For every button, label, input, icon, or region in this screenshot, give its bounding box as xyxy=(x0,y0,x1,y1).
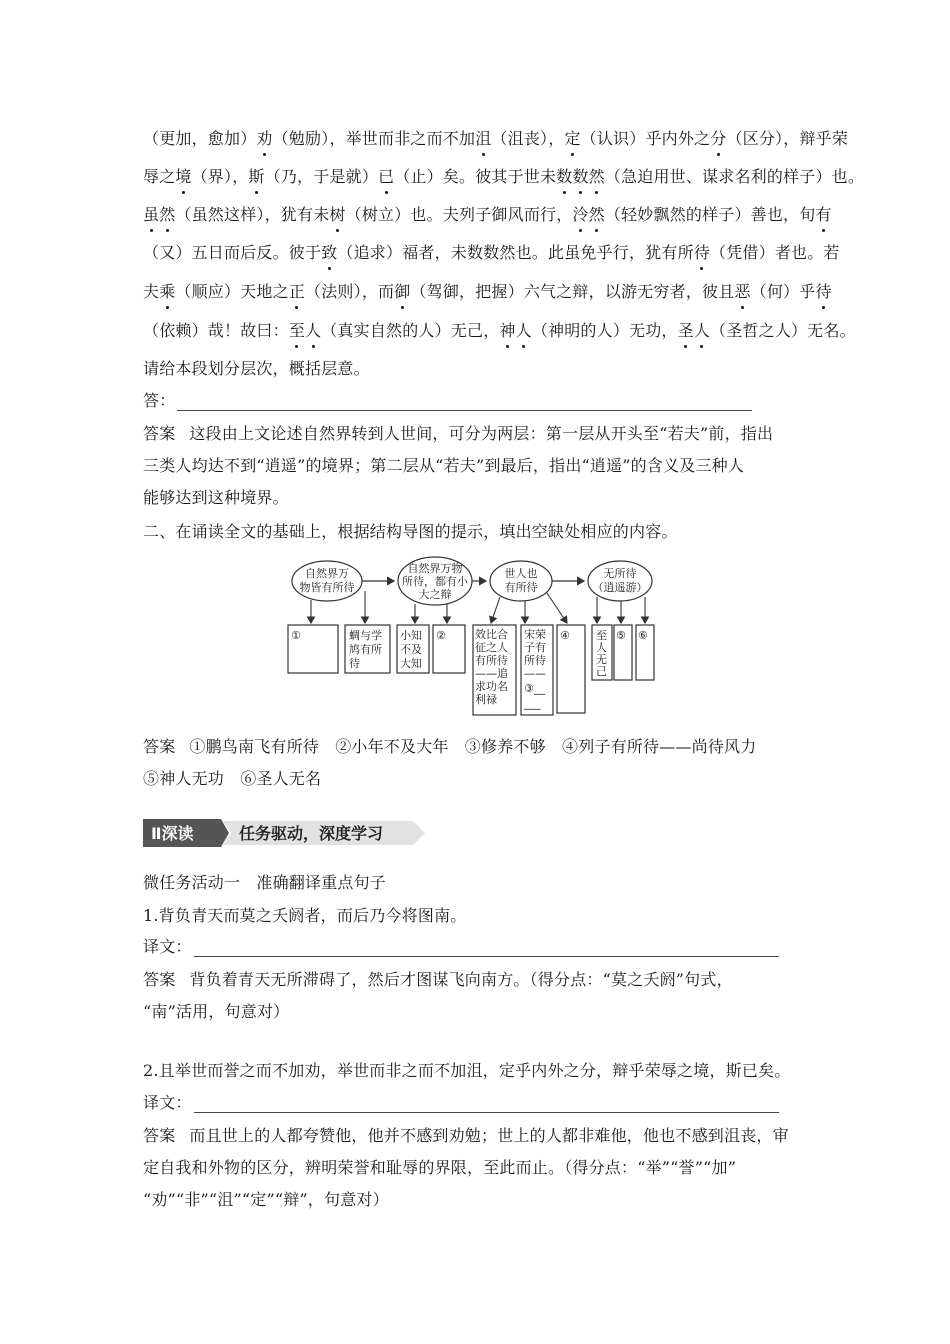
b6-line-6: ___ xyxy=(524,697,541,710)
text-run: （界）， xyxy=(191,167,249,186)
emphasized-char: 御 xyxy=(394,279,410,302)
b8-line-3: 无 xyxy=(596,653,607,666)
sentence-1: 1.背负青天而莫之夭阏者，而后乃今将图南。 xyxy=(143,906,467,925)
answer-prefix: 答： xyxy=(143,391,176,410)
text-run: （急迫用世、谋求名利的样子）也。 xyxy=(604,167,865,186)
e2-line-3: 大之辩 xyxy=(418,588,452,601)
diagram-answer-text: ①鹏鸟南飞有所待 ②小年不及大年 ③修养不够 ④列子有所待——尚待风力 xyxy=(189,737,757,756)
b5-line-6: 利禄 xyxy=(475,693,497,706)
section-banner xyxy=(143,817,428,849)
emphasized-char: 正 xyxy=(289,279,305,302)
translation-label-2: 译文： xyxy=(143,1093,192,1112)
para-line-4 xyxy=(143,240,840,263)
emphasized-char: 数 xyxy=(556,164,572,187)
e3-line-2: 有所待 xyxy=(504,581,538,594)
answer-input-line[interactable] xyxy=(177,409,752,411)
b8-line-4: 己 xyxy=(596,665,607,678)
text-run: （轻妙飘然的样子）善也，旬 xyxy=(604,205,816,224)
b5-line-4: ——追 xyxy=(475,667,508,680)
para-line-3 xyxy=(143,202,832,225)
emphasized-char: 虽 xyxy=(143,202,159,225)
question-prompt: 请给本段划分层次，概括层意。 xyxy=(143,359,370,378)
b4-text: ② xyxy=(436,629,446,642)
emphasized-char: 已 xyxy=(378,164,394,187)
s2-answer-line-3: “劝”“非”“沮”“定”“辩”，句意对） xyxy=(143,1190,389,1209)
text-run: （又）五日而后反。彼于 xyxy=(143,243,322,262)
text-run: （追求）福者，未数数然也。此虽免乎行，犹有所 xyxy=(337,243,694,262)
text-run: （圣哲之人）无名。 xyxy=(710,321,856,340)
b8-line-1: 至 xyxy=(596,629,607,642)
e2-line-2: 所待，都有小 xyxy=(402,575,468,588)
b5-line-1: 效比合 xyxy=(475,628,508,641)
emphasized-char: 数 xyxy=(572,164,588,187)
emphasized-char: 树 xyxy=(329,202,345,225)
e4-line-2: （逍遥游） xyxy=(592,581,648,594)
diagram-answer-line-2: ⑤神人无功 ⑥圣人无名 xyxy=(143,769,322,788)
translation-row-2 xyxy=(143,1090,779,1113)
answer-line-2: 三类人均达不到“逍遥”的境界；第二层从“若夫”到最后，指出“逍遥”的含义及三种人 xyxy=(143,456,745,475)
emphasized-char: 至 xyxy=(289,318,305,341)
banner-badge: Ⅱ深读 xyxy=(151,824,194,843)
e1-line-1: 自然界万 xyxy=(305,567,349,580)
emphasized-char: 然 xyxy=(589,202,605,225)
para-line-1 xyxy=(143,126,848,149)
emphasized-char: 人 xyxy=(694,318,710,341)
emphasized-char: 泠 xyxy=(572,202,588,225)
b5-line-2: 征之人 xyxy=(475,641,508,654)
emphasized-char: 境 xyxy=(175,164,191,187)
text-run: （乃，于是就） xyxy=(264,167,379,186)
e4-line-1: 无所待 xyxy=(603,567,637,580)
emphasized-char: 待 xyxy=(815,279,831,302)
b6-line-2: 子有 xyxy=(524,641,546,654)
emphasized-char: 神 xyxy=(499,318,515,341)
emphasized-char: 劝 xyxy=(256,126,272,149)
translation-input-2[interactable] xyxy=(194,1111,779,1113)
answer-blank-row xyxy=(143,388,752,411)
b6-line-3: 所待 xyxy=(524,654,546,667)
b2-line-3: 待 xyxy=(349,657,360,670)
answer-line-1 xyxy=(143,421,773,444)
s1-answer-label: 答案 xyxy=(143,970,176,989)
e2-line-1: 自然界万物 xyxy=(407,562,463,575)
s1-answer-line-2: “南”活用，句意对） xyxy=(143,1002,290,1021)
translation-label-1: 译文： xyxy=(143,937,192,956)
text-run: （真实自然的人）无己， xyxy=(321,321,500,340)
b10-text: ⑥ xyxy=(638,629,648,642)
diagram-answer-line-1 xyxy=(143,734,756,757)
emphasized-char: 斯 xyxy=(248,164,264,187)
emphasized-char: 人 xyxy=(305,318,321,341)
emphasized-char: 致 xyxy=(321,240,337,263)
text-run: （止）矣。彼其于世未 xyxy=(394,167,557,186)
translation-row-1 xyxy=(143,934,779,957)
para-line-2 xyxy=(143,164,864,187)
text-run: 辱之 xyxy=(143,167,176,186)
b3-line-2: 不及 xyxy=(400,643,422,656)
text-run: （沮丧）， xyxy=(491,129,565,148)
task-heading: 微任务活动一 准确翻译重点句子 xyxy=(143,873,387,892)
e1-line-2: 物皆有所待 xyxy=(299,581,355,594)
b2-line-1: 蜩与学 xyxy=(349,629,382,642)
s2-answer-line-2: 定自我和外物的区分，辨明荣誉和耻辱的界限，至此而止。（得分点：“举”“誉”“加” xyxy=(143,1158,737,1177)
text-run: （神明的人）无功， xyxy=(531,321,678,340)
text-run: （认识）乎内外之 xyxy=(580,129,711,148)
para-line-5 xyxy=(143,279,832,302)
emphasized-char: 恶 xyxy=(734,279,750,302)
b5-line-5: 求功名 xyxy=(475,680,508,693)
b6-line-4: —— xyxy=(524,667,546,680)
text-run: （凭借）者也。若 xyxy=(710,243,840,262)
text-run: （驾御，把握）六气之辩，以游无穷者，彼且 xyxy=(410,282,735,301)
b2-line-2: 鸠有所 xyxy=(349,643,382,656)
b3-line-3: 大知 xyxy=(400,657,422,670)
b7-text: ④ xyxy=(560,629,570,642)
sentence-2: 2.且举世而誉之而不加劝，举世而非之而不加沮，定乎内外之分，辩乎荣辱之境，斯已矣。 xyxy=(143,1061,791,1080)
b3-line-1: 小知 xyxy=(400,629,422,642)
text-run: （虽然这样），犹有未 xyxy=(175,205,330,224)
emphasized-char: 圣 xyxy=(678,318,694,341)
text-run: （树立）也。夫列子御风而行， xyxy=(345,205,573,224)
b1-text: ① xyxy=(291,629,301,642)
emphasized-char: 待 xyxy=(694,240,710,263)
s2-answer-line-1 xyxy=(143,1123,789,1146)
text-run: （顺应）天地之 xyxy=(175,282,289,301)
emphasized-char: 然 xyxy=(589,164,605,187)
emphasized-char: 有 xyxy=(815,202,831,225)
s1-answer-line-1 xyxy=(143,967,733,990)
diagram-answer-label: 答案 xyxy=(143,737,176,756)
para-line-6 xyxy=(143,318,856,341)
banner-title: 任务驱动，深度学习 xyxy=(239,824,384,843)
emphasized-char: 定 xyxy=(564,126,580,149)
emphasized-char: 沮 xyxy=(475,126,491,149)
text-run: （区分），辩乎荣 xyxy=(726,129,849,148)
b9-text: ⑤ xyxy=(616,629,626,642)
b8-line-2: 人 xyxy=(596,641,607,654)
section-heading: 二、在诵读全文的基础上，根据结构导图的提示，填出空缺处相应的内容。 xyxy=(143,522,678,541)
b6-line-1: 宋荣 xyxy=(524,628,546,641)
s1-answer-text: 背负着青天无所滞碍了，然后才图谋飞向南方。（得分点：“莫之夭阏”句式， xyxy=(189,970,733,989)
emphasized-char: 然 xyxy=(159,202,175,225)
emphasized-char: 乘 xyxy=(159,279,175,302)
text-run: （法则），而 xyxy=(305,282,395,301)
emphasized-char: 分 xyxy=(710,126,726,149)
e3-line-1: 世人也 xyxy=(504,567,538,580)
structure-diagram xyxy=(285,555,665,720)
s2-answer-label: 答案 xyxy=(143,1126,176,1145)
b6-line-5: ③__ xyxy=(524,682,545,695)
s2-answer-text: 而且世上的人都夸赞他，他并不感到劝勉；世上的人都非难他，他也不感到沮丧，审 xyxy=(189,1126,789,1145)
answer-text: 这段由上文论述自然界转到人世间，可分为两层：第一层从开头至“若夫”前，指出 xyxy=(189,424,774,443)
text-run: （更加，愈加） xyxy=(143,129,257,148)
emphasized-char: 人 xyxy=(516,318,532,341)
text-run: （依赖）哉！故曰： xyxy=(143,321,289,340)
translation-input-1[interactable] xyxy=(194,955,779,957)
answer-line-3: 能够达到这种境界。 xyxy=(143,488,289,507)
answer-label: 答案 xyxy=(143,424,176,443)
text-run: （何）乎 xyxy=(750,282,816,301)
text-run: 夫 xyxy=(143,282,160,301)
text-run: （勉励），举世而非之而不加 xyxy=(272,129,476,148)
b5-line-3: 有所待 xyxy=(475,654,508,667)
